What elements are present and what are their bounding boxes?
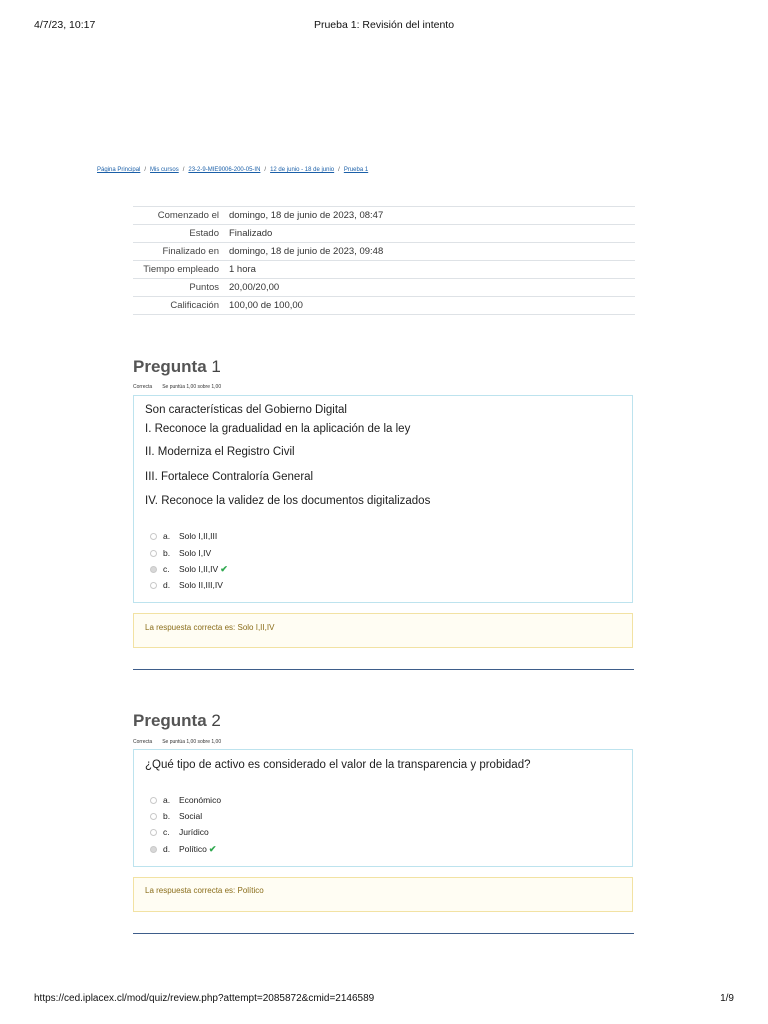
question-divider bbox=[133, 669, 634, 670]
option-letter: c. bbox=[163, 564, 170, 574]
summary-key: Puntos bbox=[133, 279, 225, 297]
question-content bbox=[133, 395, 633, 603]
breadcrumb-my-courses-link[interactable]: Mis cursos bbox=[150, 167, 179, 173]
question-state: Correcta bbox=[133, 384, 153, 390]
option-text: Social bbox=[179, 811, 203, 821]
question-status bbox=[133, 739, 221, 745]
question-text: IV. Reconoce la validez de los documentos digitalizados bbox=[145, 495, 431, 507]
check-icon: ✔ bbox=[208, 844, 217, 854]
correct-answer-feedback: La respuesta correcta es: Político bbox=[133, 877, 633, 912]
print-title: Prueba 1: Revisión del intento bbox=[313, 19, 455, 31]
attempt-summary-table bbox=[133, 206, 635, 315]
answer-option bbox=[150, 530, 217, 542]
radio-button[interactable] bbox=[150, 582, 157, 589]
breadcrumb-separator: / bbox=[144, 167, 147, 173]
summary-row bbox=[133, 279, 635, 297]
question-grade: Se puntúa 1,00 sobre 1,00 bbox=[162, 739, 222, 745]
summary-key: Tiempo empleado bbox=[133, 261, 225, 279]
breadcrumb-separator: / bbox=[182, 167, 185, 173]
option-text: Económico bbox=[179, 795, 222, 805]
question-content bbox=[133, 749, 633, 867]
option-text: Solo I,IV bbox=[179, 548, 212, 558]
option-letter: b. bbox=[163, 548, 171, 558]
print-page-number: 1/9 bbox=[720, 993, 734, 1004]
radio-button[interactable] bbox=[150, 846, 157, 853]
summary-row bbox=[133, 225, 635, 243]
radio-button[interactable] bbox=[150, 533, 157, 540]
answer-option bbox=[150, 547, 211, 559]
summary-key: Calificación bbox=[133, 297, 225, 315]
question-text: II. Moderniza el Registro Civil bbox=[145, 446, 295, 458]
option-letter: d. bbox=[163, 580, 171, 590]
print-header bbox=[0, 19, 768, 33]
summary-row bbox=[133, 297, 635, 315]
summary-value: domingo, 18 de junio de 2023, 08:47 bbox=[225, 207, 635, 225]
radio-button[interactable] bbox=[150, 797, 157, 804]
summary-value: 100,00 de 100,00 bbox=[225, 297, 635, 315]
breadcrumb-separator: / bbox=[338, 167, 340, 173]
option-letter: a. bbox=[163, 531, 171, 541]
question-text: I. Reconoce la gradualidad en la aplicación de la ley bbox=[145, 423, 411, 435]
correct-answer-feedback: La respuesta correcta es: Solo I,II,IV bbox=[133, 613, 633, 648]
print-url: https://ced.iplacex.cl/mod/quiz/review.php?attempt=2085872&cmid=2146589 bbox=[34, 993, 375, 1004]
question-title bbox=[133, 357, 221, 377]
answer-option bbox=[150, 579, 223, 591]
summary-row bbox=[133, 243, 635, 261]
question-label: Pregunta bbox=[133, 711, 207, 730]
question-number: 2 bbox=[211, 711, 221, 730]
question-label: Pregunta bbox=[133, 357, 207, 376]
breadcrumb-separator: / bbox=[264, 167, 267, 173]
summary-value: 20,00/20,00 bbox=[225, 279, 635, 297]
option-text: Solo II,III,IV bbox=[179, 580, 223, 590]
answer-option bbox=[150, 810, 202, 822]
option-text: Solo I,II,IV bbox=[179, 564, 219, 574]
summary-key: Finalizado en bbox=[133, 243, 225, 261]
question-grade: Se puntúa 1,00 sobre 1,00 bbox=[162, 384, 222, 390]
option-text: Político bbox=[179, 844, 207, 854]
summary-row bbox=[133, 261, 635, 279]
answer-option bbox=[150, 826, 209, 838]
option-text: Jurídico bbox=[179, 827, 209, 837]
question-divider bbox=[133, 933, 634, 934]
summary-value: 1 hora bbox=[225, 261, 635, 279]
option-letter: c. bbox=[163, 827, 170, 837]
question-text: III. Fortalece Contraloría General bbox=[145, 471, 314, 483]
question-title bbox=[133, 711, 221, 731]
radio-button[interactable] bbox=[150, 813, 157, 820]
option-letter: a. bbox=[163, 795, 171, 805]
question-number: 1 bbox=[211, 357, 221, 376]
answer-option-selected bbox=[150, 843, 216, 855]
print-datetime: 4/7/23, 10:17 bbox=[34, 19, 96, 31]
radio-button[interactable] bbox=[150, 829, 157, 836]
summary-key: Comenzado el bbox=[133, 207, 225, 225]
breadcrumb bbox=[97, 167, 368, 173]
question-status bbox=[133, 384, 221, 390]
answer-option-selected bbox=[150, 563, 228, 575]
summary-key: Estado bbox=[133, 225, 225, 243]
breadcrumb-quiz-link[interactable]: Prueba 1 bbox=[343, 167, 369, 173]
breadcrumb-course-link[interactable]: 23-2-9-MIE9006-200-05-IN bbox=[188, 167, 261, 173]
question-text: Son características del Gobierno Digital bbox=[145, 404, 347, 416]
option-letter: d. bbox=[163, 844, 171, 854]
option-text: Solo I,II,III bbox=[179, 531, 218, 541]
radio-button[interactable] bbox=[150, 566, 157, 573]
check-icon: ✔ bbox=[220, 564, 228, 574]
radio-button[interactable] bbox=[150, 550, 157, 557]
breadcrumb-week-link[interactable]: 12 de junio - 18 de junio bbox=[270, 167, 335, 173]
summary-value: domingo, 18 de junio de 2023, 09:48 bbox=[225, 243, 635, 261]
option-letter: b. bbox=[163, 811, 171, 821]
summary-value: Finalizado bbox=[225, 225, 635, 243]
breadcrumb-home-link[interactable]: Página Principal bbox=[97, 167, 141, 173]
summary-row bbox=[133, 207, 635, 225]
question-text: ¿Qué tipo de activo es considerado el valor de la transparencia y probidad? bbox=[145, 759, 531, 771]
question-state: Correcta bbox=[133, 739, 153, 745]
answer-option bbox=[150, 794, 221, 806]
